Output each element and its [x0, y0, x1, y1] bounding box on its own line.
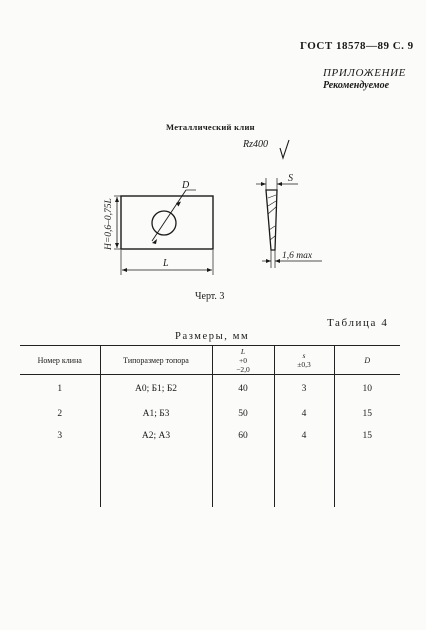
cell-number: 3 — [57, 430, 63, 441]
label-max: 1,6 max — [282, 251, 313, 261]
header-s: s ±0,3 — [274, 346, 334, 375]
drawing-title: Металлический клин — [166, 122, 255, 132]
table-bottom-space — [20, 447, 400, 507]
table-title: Размеры, мм — [175, 331, 250, 342]
table-row — [20, 403, 400, 425]
header-type: Типоразмер топора — [100, 346, 212, 375]
wedge-drawing — [0, 0, 426, 300]
table-row — [20, 375, 400, 403]
wedge-side-view — [266, 190, 277, 250]
header-d: D — [334, 346, 400, 375]
cell-type: А2; А3 — [100, 425, 212, 447]
header-l: L +0 −2,0 — [212, 346, 274, 375]
dimensions-table — [20, 345, 400, 507]
cell-d: 15 — [334, 403, 400, 425]
label-s: S — [288, 173, 293, 184]
cell-d: 10 — [334, 375, 400, 403]
cell-type: А1; Б3 — [100, 403, 212, 425]
cell-type: А0; Б1; Б2 — [100, 375, 212, 403]
recommended-label: Рекомендуемое — [323, 80, 390, 91]
cell-l: 40 — [212, 375, 274, 403]
cell-l: 50 — [212, 403, 274, 425]
label-h: H=0,6–0,75L — [104, 198, 114, 250]
header-number: Номер клина — [20, 346, 100, 375]
cell-d: 15 — [334, 425, 400, 447]
label-l: L — [163, 258, 169, 269]
cell-number: 2 — [57, 408, 63, 419]
table-number: Таблица 4 — [327, 317, 389, 329]
wedge-plate — [121, 196, 213, 249]
appendix-label: ПРИЛОЖЕНИЕ — [323, 67, 406, 79]
cell-s: 4 — [274, 403, 334, 425]
cell-number: 1 — [57, 383, 63, 394]
label-d: D — [182, 180, 190, 191]
table-row — [20, 425, 400, 447]
cell-s: 3 — [274, 375, 334, 403]
standard-header: ГОСТ 18578—89 С. 9 — [300, 40, 414, 52]
figure-caption: Черт. 3 — [195, 291, 225, 302]
cell-l: 60 — [212, 425, 274, 447]
roughness-label: Rz400 — [243, 139, 268, 150]
cell-s: 4 — [274, 425, 334, 447]
table-header-row — [20, 346, 400, 375]
roughness-mark — [280, 140, 289, 158]
